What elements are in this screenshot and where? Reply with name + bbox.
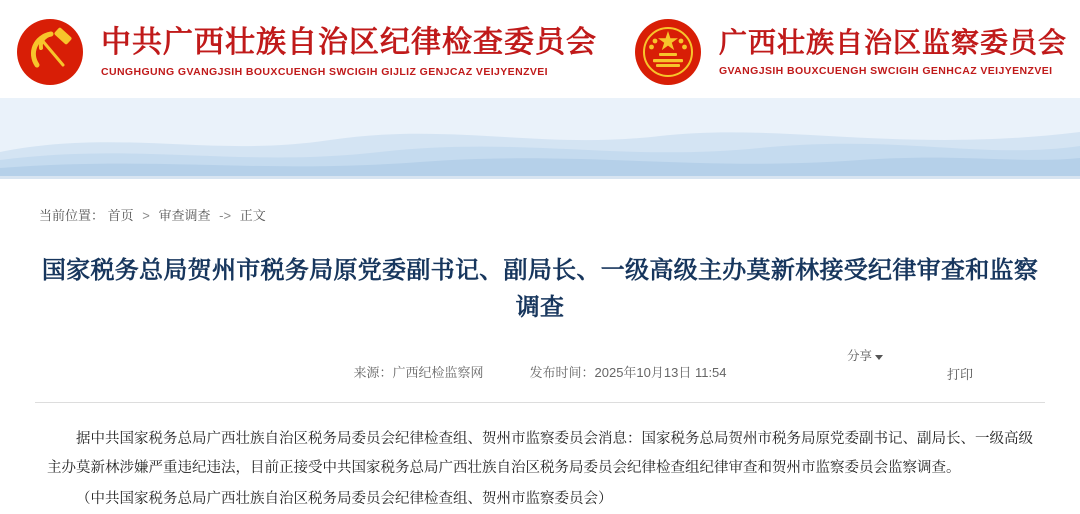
- cpc-title-group: [101, 26, 597, 79]
- supervisory-title-cn: 广西壮族自治区监察委员会: [718, 26, 1067, 58]
- article-publish-label: 发布时间：: [529, 365, 595, 381]
- share-dropdown[interactable]: [847, 346, 883, 364]
- meta-divider: [35, 402, 1045, 403]
- article-paragraph-2: （中共国家税务总局广西壮族自治区税务局委员会纪律检查组、贺州市监察委员会）: [76, 491, 613, 508]
- article-publish-value: 2025年10月13日 11:54: [594, 365, 727, 381]
- chevron-down-icon: [875, 355, 883, 360]
- article-meta-center: [35, 362, 1045, 381]
- article-publish-time: [529, 362, 726, 381]
- article-source-label: 来源：: [353, 365, 393, 381]
- article-body: [35, 425, 1045, 514]
- breadcrumb-separator-2: ->: [219, 208, 232, 223]
- national-emblem-icon: [631, 15, 705, 89]
- cpc-title-cn: 中共广西壮族自治区纪律检查委员会: [100, 25, 597, 59]
- breadcrumb: [35, 179, 1045, 242]
- supervisory-title-group: [719, 27, 1067, 77]
- banner-left-block: [13, 15, 597, 89]
- banner-right-block: [631, 15, 1067, 89]
- article-paragraph-1: 据中共国家税务总局广西壮族自治区税务局委员会纪律检查组、贺州市监察委员会消息：国家税务总局贺州市税务局原党委副书记、副局长、一级高级主办莫新林涉嫌严重违纪违法，目前正接受中共国家税务总局广西壮族自治区税务局委员会纪律检查组纪律审查和贺州市监察委员会监察调查。: [47, 431, 1033, 477]
- article-content: [0, 179, 1080, 514]
- article-source-value: 广西纪检监察网: [392, 365, 484, 381]
- supervisory-title-latin: GVANGJSIH BOUXCUENGH SWCIGIH GENHCAZ VEIJYENZVEI: [718, 65, 1053, 78]
- breadcrumb-separator-1: >: [142, 208, 150, 223]
- share-label: 分享: [846, 349, 872, 364]
- article-source: [353, 362, 483, 381]
- print-button[interactable]: 打印: [946, 367, 973, 383]
- site-banner: [0, 0, 1080, 176]
- breadcrumb-home-link[interactable]: 首页: [107, 208, 134, 223]
- banner-titles: [0, 0, 1080, 104]
- cpc-title-latin: CUNGHGUNG GVANGJSIH BOUXCUENGH SWCIGIH GIJLIZ GENJCAZ VEIJYENZVEI: [100, 66, 549, 79]
- breadcrumb-label: 当前位置：: [39, 208, 105, 223]
- breadcrumb-section-link[interactable]: 审查调查: [158, 208, 211, 223]
- cpc-emblem-icon: [13, 15, 87, 89]
- article-meta: [35, 349, 1045, 394]
- page-title: 国家税务总局贺州市税务局原党委副书记、副局长、一级高级主办莫新林接受纪律审查和监察调查: [41, 257, 1039, 322]
- banner-wave-decoration: [0, 98, 1080, 176]
- breadcrumb-current: 正文: [239, 208, 266, 223]
